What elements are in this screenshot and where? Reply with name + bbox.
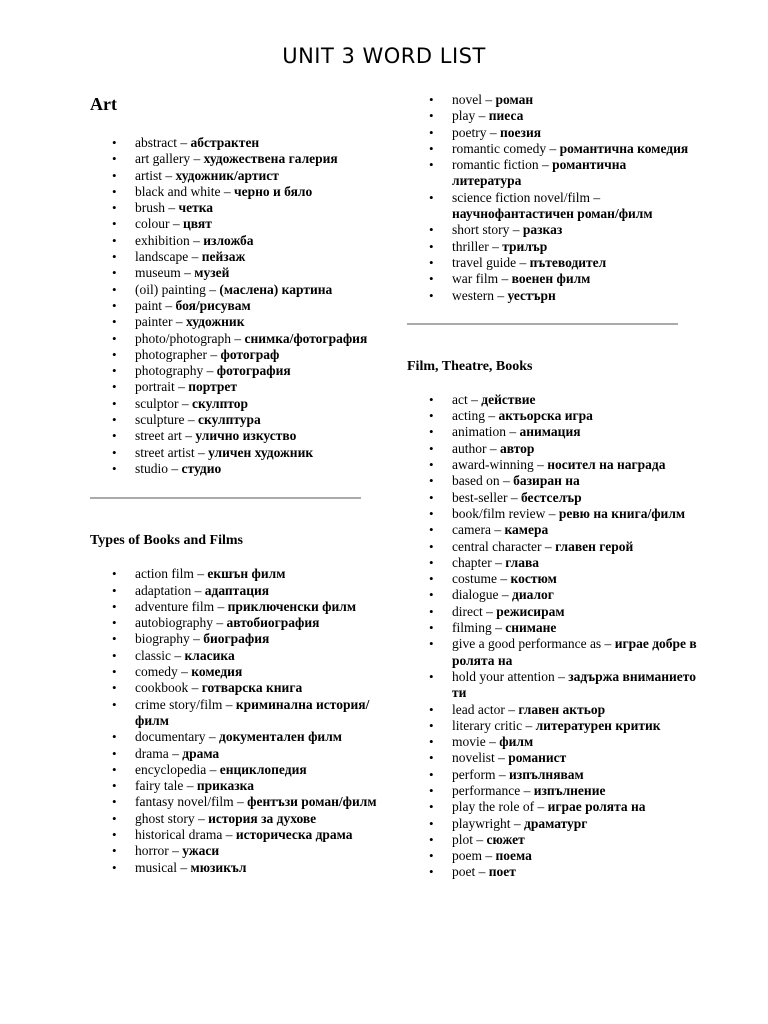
word-term: give a good performance as – [452,636,612,652]
word-term: play the role of – [452,799,545,815]
word-translation: ужаси [182,843,220,859]
list-item [407,636,697,669]
word-translation: филм [499,734,534,750]
word-term: chapter – [452,554,502,570]
word-term: sculpture – [135,412,195,428]
list-item [90,151,380,167]
section-art [90,94,380,477]
word-translation: главен актьор [518,701,606,717]
word-term: autobiography – [135,615,224,631]
word-translation: поезия [500,124,542,140]
list-item [407,539,697,555]
word-term: war film – [452,271,509,287]
list-item [407,288,697,304]
word-translation: биография [203,631,270,647]
word-term: poem – [452,848,493,864]
word-translation: пейзаж [201,249,246,265]
list-item [407,832,697,848]
list-item [90,811,380,827]
word-list-types-continued [407,92,697,304]
word-translation: литературен критик [535,717,661,733]
word-term: adventure film – [135,598,225,614]
list-item [90,664,380,680]
word-translation: пиеса [488,108,524,124]
list-item [407,92,697,108]
word-term: abstract – [135,135,188,150]
word-term: sculptor – [135,395,189,411]
word-term: studio – [135,460,179,476]
list-item [90,843,380,859]
list-item [90,680,380,696]
word-term: brush – [135,200,176,216]
word-translation: камера [504,522,549,538]
list-item [90,298,380,314]
word-translation: автор [500,440,535,456]
list-item [90,184,380,200]
word-term: lead actor – [452,701,515,717]
word-term: encyclopedia – [135,761,217,777]
word-translation: действие [481,391,536,407]
list-item [407,848,697,864]
word-translation: абстрактен [190,135,260,150]
section-types-continued [407,92,697,304]
word-translation: (маслена) картина [219,281,333,297]
word-term: (oil) painting – [135,281,216,297]
word-translation: изложба [203,232,254,248]
word-term: thriller – [452,238,499,254]
list-item [407,587,697,603]
word-translation: диалог [512,587,554,603]
word-term: photographer – [135,346,218,362]
word-term: performance – [452,782,531,798]
list-item [90,200,380,216]
word-translation: фотография [216,363,291,379]
word-term: classic – [135,647,182,663]
list-item [90,265,380,281]
word-term: landscape – [135,249,199,265]
word-term: artist – [135,167,173,183]
list-item [90,445,380,461]
list-item [407,271,697,287]
word-term: photo/photograph – [135,330,242,346]
word-translation: скулптор [192,395,249,411]
word-term: comedy – [135,664,188,680]
word-translation: фентъзи роман/филм [247,794,377,810]
word-term: paint – [135,297,173,313]
list-item [90,461,380,477]
list-item [407,190,697,223]
word-translation: глава [505,554,540,570]
word-translation: снимане [505,620,557,636]
list-item [407,702,697,718]
list-item [90,746,380,762]
word-translation: анимация [519,424,581,440]
word-term: act – [452,391,478,407]
word-translation: играе ролята на [547,799,646,815]
list-item [407,864,697,880]
word-term: movie – [452,734,496,750]
word-term: documentary – [135,729,216,745]
list-item [407,222,697,238]
word-term: painter – [135,314,183,330]
word-translation: криминална история/филм [135,696,370,728]
word-term: ghost story – [135,810,205,826]
word-term: play – [452,108,486,124]
word-term: cookbook – [135,680,199,696]
word-term: animation – [452,424,517,440]
section-heading-film: Film, Theatre, Books [407,358,533,374]
section-divider [407,323,678,325]
word-translation: ревю на книга/филм [558,505,686,521]
word-translation: музей [194,265,230,281]
word-term: adaptation – [135,582,202,598]
list-item [90,631,380,647]
word-term: art gallery – [135,151,201,167]
list-item [90,599,380,615]
word-term: plot – [452,831,484,847]
page-title: UNIT 3 WORD LIST [282,44,486,68]
word-translation: бестселър [520,489,582,505]
word-term: photography – [135,363,214,379]
word-term: museum – [135,265,191,281]
list-item [90,697,380,730]
list-item [407,255,697,271]
word-translation: снимка/фотография [244,330,368,346]
word-translation: история за духове [208,810,317,826]
word-term: street artist – [135,444,205,460]
list-item [90,412,380,428]
word-translation: екшън филм [207,566,286,582]
word-term: historical drama – [135,826,233,842]
word-term: direct – [452,603,493,619]
word-translation: военен филм [511,271,591,287]
word-term: horror – [135,843,179,859]
word-translation: носител на награда [547,457,666,473]
word-term: literary critic – [452,717,533,733]
list-item [407,157,697,190]
word-term: musical – [135,859,188,875]
word-term: perform – [452,766,506,782]
list-item [407,555,697,571]
section-heading-types: Types of Books and Films [90,533,243,549]
section-heading-art: Art [90,94,117,114]
word-term: drama – [135,745,179,761]
list-item [90,729,380,745]
list-item [407,490,697,506]
word-translation: приключенски филм [227,598,357,614]
list-item [407,239,697,255]
list-item [90,778,380,794]
list-item [407,767,697,783]
word-translation: готварска книга [201,680,303,696]
list-item [90,135,380,151]
word-term: poet – [452,864,486,880]
word-translation: художник/артист [175,167,279,183]
word-term: fantasy novel/film – [135,794,244,810]
list-item [407,141,697,157]
list-item [407,799,697,815]
list-item [407,108,697,124]
list-item [90,331,380,347]
word-term: western – [452,287,505,303]
list-item [407,441,697,457]
list-item [407,125,697,141]
list-item [407,816,697,832]
word-list-art [90,135,380,477]
word-term: black and white – [135,183,231,199]
word-term: exhibition – [135,232,200,248]
word-translation: поема [495,848,532,864]
word-translation: уличен художник [208,444,314,460]
list-item [90,282,380,298]
word-translation: разказ [522,222,563,238]
word-translation: романтична комедия [559,140,689,156]
section-film [407,359,697,881]
word-translation: базиран на [513,473,580,489]
word-translation: цвят [183,216,212,232]
list-item [90,249,380,265]
list-item [407,571,697,587]
section-divider [90,497,361,499]
word-translation: енциклопедия [219,761,307,777]
word-term: biography – [135,631,200,647]
list-item [407,604,697,620]
word-translation: студио [181,460,222,476]
word-term: best-seller – [452,489,518,505]
word-translation: класика [184,647,235,663]
word-translation: играе добре в ролята на [452,636,697,668]
word-translation: четка [178,200,214,216]
word-translation: черно и бяло [233,183,313,199]
word-translation: приказка [196,778,254,794]
word-term: travel guide – [452,254,527,270]
word-term: playwright – [452,815,521,831]
word-translation: адаптация [204,582,270,598]
list-item [90,583,380,599]
word-term: filming – [452,620,502,636]
list-item [90,314,380,330]
list-item [90,566,380,582]
list-item [90,428,380,444]
word-translation: художествена галерия [203,151,338,167]
list-item [90,396,380,412]
list-item [407,783,697,799]
word-translation: роман [495,92,534,107]
word-term: crime story/film – [135,696,233,712]
word-term: fairy tale – [135,778,194,794]
word-translation: романист [508,750,567,766]
list-item [90,794,380,810]
word-translation: документален филм [218,729,342,745]
word-term: short story – [452,222,520,238]
word-term: central character – [452,538,552,554]
list-item [90,233,380,249]
list-item [407,424,697,440]
word-term: romantic comedy – [452,140,557,156]
word-translation: портрет [188,379,238,395]
list-item [90,648,380,664]
word-translation: режисирам [496,603,565,619]
list-item [407,718,697,734]
list-item [407,392,697,408]
list-item [90,827,380,843]
list-item [90,615,380,631]
word-term: romantic fiction – [452,157,549,173]
word-term: science fiction novel/film – [452,189,601,205]
word-term: action film – [135,566,204,582]
word-term: camera – [452,522,502,538]
word-term: book/film review – [452,505,556,521]
list-item [407,750,697,766]
list-item [90,762,380,778]
word-translation: поет [488,864,516,880]
word-translation: автобиография [226,615,320,631]
list-item [407,522,697,538]
word-term: colour – [135,216,180,232]
list-item [90,347,380,363]
word-term: award-winning – [452,457,544,473]
word-translation: драма [182,745,220,761]
word-translation: драматург [524,815,588,831]
word-list-film [407,392,697,881]
list-item [90,363,380,379]
word-term: costume – [452,571,508,587]
word-translation: изпълнявам [508,766,584,782]
word-term: portrait – [135,379,185,395]
list-item [407,473,697,489]
list-item [407,457,697,473]
word-translation: уестърн [507,287,556,303]
word-translation: мюзикъл [190,859,247,875]
right-column [407,92,697,881]
list-item [90,860,380,876]
word-translation: романтична литература [452,157,627,189]
word-translation: сюжет [486,831,525,847]
word-translation: историческа драма [235,826,353,842]
word-term: poetry – [452,124,497,140]
list-item [407,669,697,702]
list-item [90,379,380,395]
word-translation: костюм [510,571,557,587]
word-translation: пътеводител [529,254,607,270]
word-translation: актьорска игра [498,408,593,424]
word-term: novelist – [452,750,505,766]
word-term: hold your attention – [452,668,565,684]
word-translation: художник [185,314,245,330]
word-term: novel – [452,92,493,107]
section-types [90,533,380,876]
word-translation: изпълнение [533,782,606,798]
word-translation: комедия [191,664,243,680]
word-translation: главен герой [555,538,634,554]
list-item [407,506,697,522]
word-translation: скулптура [198,412,261,428]
word-translation: научнофантастичен роман/филм [452,206,653,222]
word-translation: трилър [502,238,548,254]
list-item [90,168,380,184]
word-term: dialogue – [452,587,509,603]
list-item [407,734,697,750]
word-list-types [90,566,380,876]
word-translation: улично изкуство [195,428,297,444]
word-term: acting – [452,408,496,424]
word-term: street art – [135,428,192,444]
word-term: based on – [452,473,510,489]
word-term: author – [452,440,497,456]
left-column [90,92,380,876]
list-item [407,620,697,636]
word-translation: фотограф [220,346,280,362]
list-item [90,216,380,232]
word-translation: задържа вниманието ти [452,668,696,701]
list-item [407,408,697,424]
word-translation: боя/рисувам [175,297,251,313]
